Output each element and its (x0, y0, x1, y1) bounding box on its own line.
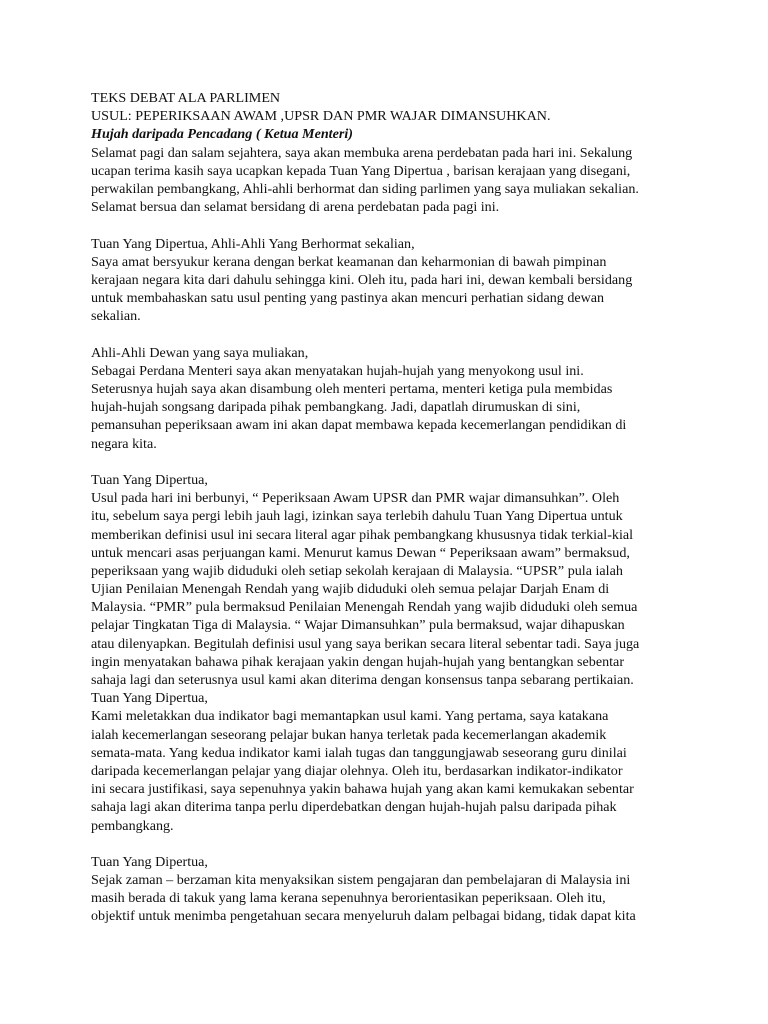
document-body (91, 89, 691, 926)
text-line: pelajar Tingkatan Tiga di Malaysia. “ Wajar Dimansuhkan” pula bermaksud, wajar dihapuskan (91, 617, 625, 634)
text-line: Kami meletakkan dua indikator bagi memantapkan usul kami. Yang pertama, saya katakana (91, 708, 609, 725)
text-line: masih berada di takuk yang lama kerana sepenuhnya berorientasikan peperiksaan. Oleh itu, (91, 890, 606, 907)
section-heading: Hujah daripada Pencadang ( Ketua Menteri) (91, 126, 353, 143)
text-line: Selamat pagi dan salam sejahtera, saya akan membuka arena perdebatan pada hari ini. Sekalung (91, 144, 633, 161)
text-line: Sebagai Perdana Menteri saya akan menyatakan hujah-hujah yang menyokong usul ini. (91, 362, 584, 379)
paragraph-gap (91, 835, 691, 853)
text-line: objektif untuk menimba pengetahuan secara menyeluruh dalam pelbagai bidang, tidak dapat kita (91, 908, 636, 925)
text-line: hujah-hujah songsang daripada pihak pembangkang. Jadi, dapatlah dirumuskan di sini, (91, 399, 581, 416)
text-line: sahaja lagi dan seterusnya usul kami akan diterima dengan konsensus tanpa sebarang pertikaian. (91, 672, 634, 688)
text-line: atau dilenyapkan. Begitulah definisi usul yang saya berikan secara literal sebentar tadi. Saya juga (91, 635, 640, 652)
text-line: Sejak zaman – berzaman kita menyaksikan sistem pengajaran dan pembelajaran di Malaysia ini (91, 872, 631, 889)
text-line: Usul pada hari ini berbunyi, “ Peperiksaan Awam UPSR dan PMR wajar dimansuhkan”. Oleh (91, 490, 620, 507)
text-line: ini secara justifikasi, saya sepenuhnya yakin bahawa hujah yang akan kami kemukakan sebentar (91, 781, 634, 798)
text-line: Ujian Penilaian Menengah Rendah yang wajib diduduki oleh semua pelajar Darjah Enam di (91, 581, 610, 598)
document-title: TEKS DEBAT ALA PARLIMEN (91, 90, 281, 106)
text-line: untuk mencari asas perjuangan kami. Menurut kamus Dewan “ Peperiksaan awam” bermaksud, (91, 544, 630, 561)
text-line: Selamat bersua dan selamat bersidang di arena perdebatan pada pagi ini. (91, 199, 500, 216)
text-line: ingin menyatakan bahawa pihak kerajaan yakin dengan hujah-hujah yang bentangkan sebentar (91, 653, 625, 670)
text-line: kerajaan negara kita dari dahulu sehingga kini. Oleh itu, pada hari ini, dewan kembali bersidang (91, 271, 633, 288)
text-line: Saya amat bersyukur kerana dengan berkat keamanan dan keharmonian di bawah pimpinan (91, 253, 607, 270)
text-line: Tuan Yang Dipertua, (91, 690, 208, 707)
text-line: Seterusnya hujah saya akan disambung oleh menteri pertama, menteri ketiga pula membidas (91, 381, 613, 397)
text-line: peperiksaan yang wajib diduduki oleh setiap sekolah kerajaan di Malaysia. “UPSR” pula ialah (91, 562, 623, 579)
text-line: itu, sebelum saya pergi lebih jauh lagi, izinkan saya terlebih dahulu Tuan Yang Dipertua untuk (91, 508, 623, 525)
paragraph-gap (91, 453, 691, 471)
text-line: sekalian. (91, 308, 141, 325)
text-line: Tuan Yang Dipertua, (91, 471, 208, 488)
text-line: perwakilan pembangkang, Ahli-ahli berhormat dan siding parlimen yang saya muliakan sekalian. (91, 180, 639, 197)
motion-line: USUL: PEPERIKSAAN AWAM ,UPSR DAN PMR WAJAR DIMANSUHKAN. (91, 108, 551, 125)
text-line: semata-mata. Yang kedua indikator kami ialah tugas dan tanggungjawab seseorang guru dinilai (91, 744, 627, 761)
paragraph-gap (91, 216, 691, 234)
text-line: Tuan Yang Dipertua, Ahli-Ahli Yang Berhormat sekalian, (91, 235, 415, 252)
text-line: negara kita. (91, 435, 157, 452)
paragraph-gap (91, 325, 691, 343)
text-line: Tuan Yang Dipertua, (91, 853, 208, 870)
text-line: Ahli-Ahli Dewan yang saya muliakan, (91, 344, 309, 361)
text-line: pemansuhan peperiksaan awam ini akan dapat membawa kepada kecemerlangan pendidikan di (91, 417, 627, 434)
text-line: daripada kecemerlangan pelajar yang diajar olehnya. Oleh itu, berdasarkan indikator-indikator (91, 762, 623, 779)
text-line: memberikan definisi usul ini secara literal agar pihak pembangkang khususnya tidak terkial-kial (91, 526, 634, 543)
text-line: sahaja lagi akan diterima tanpa perlu diperdebatkan dengan hujah-hujah palsu daripada pihak (91, 799, 617, 816)
text-line: untuk membahaskan satu usul penting yang pastinya akan mencuri perhatian sidang dewan (91, 290, 605, 307)
text-line: Malaysia. “PMR” pula bermaksud Penilaian Menengah Rendah yang wajib diduduki oleh semua (91, 599, 638, 616)
text-line: ialah kecemerlangan seseorang pelajar bukan hanya terletak pada kecemerlangan akademik (91, 726, 607, 743)
text-line: pembangkang. (91, 817, 174, 834)
text-line: ucapan terima kasih saya ucapkan kepada Tuan Yang Dipertua , barisan kerajaan yang disegani, (91, 162, 631, 179)
